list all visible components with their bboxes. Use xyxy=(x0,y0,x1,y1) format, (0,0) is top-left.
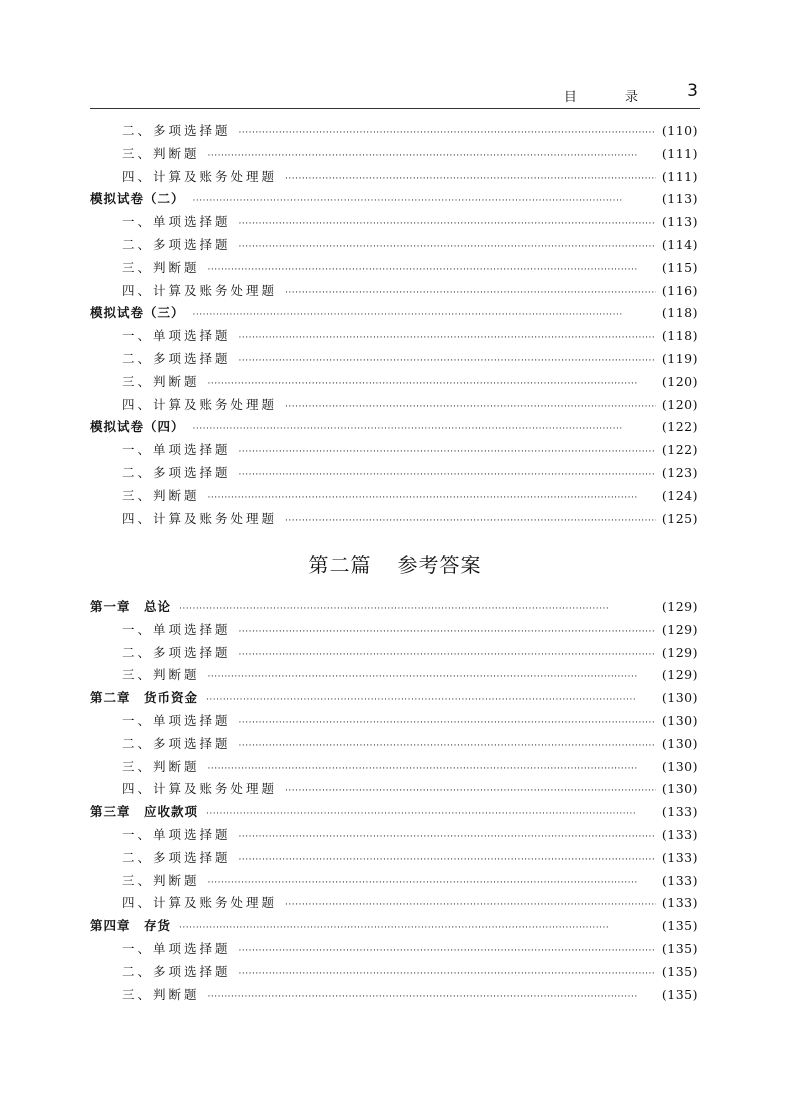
toc-section-entry[interactable] xyxy=(90,893,698,916)
toc-chapter-entry[interactable] xyxy=(90,597,698,620)
toc-chapter-entry[interactable] xyxy=(90,688,698,711)
toc-section-entry[interactable] xyxy=(90,871,698,894)
toc-entry-title: 二、多项选择题 xyxy=(122,123,231,138)
dot-leader xyxy=(179,923,656,933)
toc-entry-title: 三、判断题 xyxy=(122,259,200,275)
toc-entry-page: (130) xyxy=(661,781,698,797)
toc-entry-title: 一、单项选择题 xyxy=(122,621,231,637)
toc-entry-page: (133) xyxy=(661,872,698,888)
toc-section-entry[interactable] xyxy=(90,757,698,780)
toc-section-entry[interactable] xyxy=(90,258,698,281)
toc-entry-title: 第四章 存货 xyxy=(90,918,172,934)
toc-section-entry[interactable] xyxy=(90,144,698,167)
toc-entry-title: 三、判断题 xyxy=(122,145,200,161)
dot-leader xyxy=(239,219,656,229)
toc-section-entry[interactable] xyxy=(90,486,698,509)
page-number: 3 xyxy=(687,81,698,101)
toc-entry-title: 三、判断题 xyxy=(122,758,200,774)
dot-leader xyxy=(206,809,656,819)
toc-section-entry[interactable] xyxy=(90,779,698,802)
toc-entry-title: 一、单项选择题 xyxy=(122,214,231,230)
dot-leader xyxy=(239,718,656,728)
toc-section-entry[interactable] xyxy=(90,665,698,688)
toc-section-entry[interactable] xyxy=(90,372,698,395)
dot-leader xyxy=(208,151,656,161)
toc-entry-page: (135) xyxy=(661,918,698,934)
header-rule xyxy=(90,108,700,109)
dot-leader xyxy=(239,447,656,457)
toc-entry-page: (123) xyxy=(661,464,698,480)
dot-leader xyxy=(193,310,656,320)
dot-leader xyxy=(239,969,656,979)
part-title xyxy=(0,549,790,578)
toc-section-entry[interactable] xyxy=(90,939,698,962)
dot-leader xyxy=(239,356,656,366)
toc-entry-title: 四、计算及账务处理题 xyxy=(122,168,278,184)
toc-entry-page: (129) xyxy=(661,644,698,660)
dot-leader xyxy=(239,855,656,865)
toc-entry-page: (118) xyxy=(661,328,698,344)
toc-section-entry[interactable] xyxy=(90,962,698,985)
part-number: 第二篇 xyxy=(308,553,372,577)
dot-leader xyxy=(239,333,656,343)
dot-leader xyxy=(193,196,656,206)
dot-leader xyxy=(208,493,656,503)
toc-entry-title: 模拟试卷（三） xyxy=(90,305,185,321)
toc-section-entry[interactable] xyxy=(90,848,698,871)
toc-entry-title: 一、单项选择题 xyxy=(122,940,231,956)
toc-entry-title: 三、判断题 xyxy=(122,667,200,683)
toc-entry-page: (111) xyxy=(661,145,698,161)
dot-leader xyxy=(208,265,656,275)
toc-entry-page: (111) xyxy=(661,168,698,184)
toc-entry-page: (120) xyxy=(661,396,698,412)
toc-entry-title: 一、单项选择题 xyxy=(122,442,231,458)
dot-leader xyxy=(239,470,656,480)
toc-chapter-entry[interactable] xyxy=(90,802,698,825)
toc-entry-title: 四、计算及账务处理题 xyxy=(122,396,278,412)
toc-entry-page: (130) xyxy=(661,758,698,774)
toc-section-entry[interactable] xyxy=(90,395,698,418)
toc-entry-title: 四、计算及账务处理题 xyxy=(122,895,278,911)
toc-section-entry[interactable] xyxy=(90,326,698,349)
toc-entry-page: (115) xyxy=(661,259,698,275)
toc-section-entry[interactable] xyxy=(90,440,698,463)
toc-entry-page: (113) xyxy=(661,191,698,207)
dot-leader xyxy=(193,424,656,434)
toc-section-entry[interactable] xyxy=(90,281,698,304)
running-header xyxy=(90,80,700,108)
part-name: 参考答案 xyxy=(397,553,482,577)
toc-chapter-entry[interactable] xyxy=(90,916,698,939)
toc-section-entry[interactable] xyxy=(90,167,698,190)
toc-section-entry[interactable] xyxy=(90,235,698,258)
toc-entry-page: (130) xyxy=(661,690,698,706)
toc-entry-title: 二、多项选择题 xyxy=(122,644,231,660)
toc-entry-page: (120) xyxy=(661,373,698,389)
toc-entry-title: 第二章 货币资金 xyxy=(90,690,199,706)
toc-entry-title: 二、多项选择题 xyxy=(122,236,231,252)
toc-entry-title: 四、计算及账务处理题 xyxy=(122,282,278,298)
dot-leader xyxy=(239,650,656,660)
toc-entry-title: 三、判断题 xyxy=(122,872,200,888)
toc-chapter-entry[interactable] xyxy=(90,417,698,440)
toc-entry-title: 第三章 应收款项 xyxy=(90,804,199,820)
dot-leader xyxy=(285,174,656,184)
toc-entry-page: (114) xyxy=(661,236,698,252)
toc-entry-title: 三、判断题 xyxy=(122,487,200,503)
dot-leader xyxy=(208,764,656,774)
toc-entry-title: 二、多项选择题 xyxy=(122,464,231,480)
toc-entry-page: (129) xyxy=(661,599,698,614)
toc-section-entry[interactable] xyxy=(90,985,698,1008)
toc-entry-title: 一、单项选择题 xyxy=(122,328,231,344)
dot-leader xyxy=(239,946,656,956)
toc-entry-title: 一、单项选择题 xyxy=(122,826,231,842)
toc-list-part-one xyxy=(90,121,698,531)
toc-entry-page: (116) xyxy=(661,282,698,298)
toc-entry-title: 二、多项选择题 xyxy=(122,849,231,865)
dot-leader xyxy=(239,627,656,637)
dot-leader xyxy=(285,786,656,796)
toc-entry-page: (135) xyxy=(661,986,698,1002)
dot-leader xyxy=(206,695,656,705)
toc-entry-page: (122) xyxy=(661,442,698,458)
toc-entry-page: (133) xyxy=(661,826,698,842)
toc-section-entry[interactable] xyxy=(90,509,698,532)
toc-entry-title: 二、多项选择题 xyxy=(122,735,231,751)
toc-entry-page: (129) xyxy=(661,667,698,683)
toc-section-entry[interactable] xyxy=(90,643,698,666)
toc-entry-title: 模拟试卷（二） xyxy=(90,191,185,207)
toc-entry-page: (125) xyxy=(661,510,698,526)
toc-entry-title: 第一章 总论 xyxy=(90,599,172,614)
dot-leader xyxy=(208,672,656,682)
toc-section-entry[interactable] xyxy=(90,463,698,486)
toc-entry-page: (135) xyxy=(661,940,698,956)
header-label: 目 录 xyxy=(563,90,660,105)
toc-entry-page: (113) xyxy=(661,214,698,230)
dot-leader xyxy=(208,992,656,1002)
dot-leader xyxy=(285,900,656,910)
toc-entry-page: (124) xyxy=(661,487,698,503)
toc-section-entry[interactable] xyxy=(90,121,698,144)
toc-entry-title: 三、判断题 xyxy=(122,373,200,389)
toc-section-entry[interactable] xyxy=(90,620,698,643)
toc-entry-page: (119) xyxy=(661,350,698,366)
toc-entry-page: (110) xyxy=(661,123,698,138)
dot-leader xyxy=(179,604,656,614)
toc-section-entry[interactable] xyxy=(90,349,698,372)
toc-entry-page: (133) xyxy=(661,895,698,911)
toc-entry-title: 模拟试卷（四） xyxy=(90,419,185,435)
toc-entry-page: (133) xyxy=(661,804,698,820)
toc-list-part-two xyxy=(90,597,698,1007)
toc-entry-page: (129) xyxy=(661,621,698,637)
dot-leader xyxy=(239,832,656,842)
toc-entry-page: (135) xyxy=(661,963,698,979)
toc-entry-title: 三、判断题 xyxy=(122,986,200,1002)
toc-entry-title: 一、单项选择题 xyxy=(122,712,231,728)
toc-entry-title: 二、多项选择题 xyxy=(122,350,231,366)
toc-section-entry[interactable] xyxy=(90,825,698,848)
dot-leader xyxy=(239,741,656,751)
dot-leader xyxy=(285,402,656,412)
toc-section-entry[interactable] xyxy=(90,212,698,235)
dot-leader xyxy=(239,242,656,252)
dot-leader xyxy=(285,288,656,298)
toc-chapter-entry[interactable] xyxy=(90,303,698,326)
toc-section-entry[interactable] xyxy=(90,734,698,757)
toc-chapter-entry[interactable] xyxy=(90,189,698,212)
toc-entry-title: 二、多项选择题 xyxy=(122,963,231,979)
toc-entry-page: (122) xyxy=(661,419,698,435)
toc-entry-title: 四、计算及账务处理题 xyxy=(122,781,278,797)
dot-leader xyxy=(208,379,656,389)
toc-entry-page: (133) xyxy=(661,849,698,865)
dot-leader xyxy=(239,128,656,138)
toc-entry-page: (118) xyxy=(661,305,698,321)
dot-leader xyxy=(208,878,656,888)
toc-entry-page: (130) xyxy=(661,712,698,728)
dot-leader xyxy=(285,516,656,526)
toc-entry-page: (130) xyxy=(661,735,698,751)
toc-entry-title: 四、计算及账务处理题 xyxy=(122,510,278,526)
toc-section-entry[interactable] xyxy=(90,711,698,734)
